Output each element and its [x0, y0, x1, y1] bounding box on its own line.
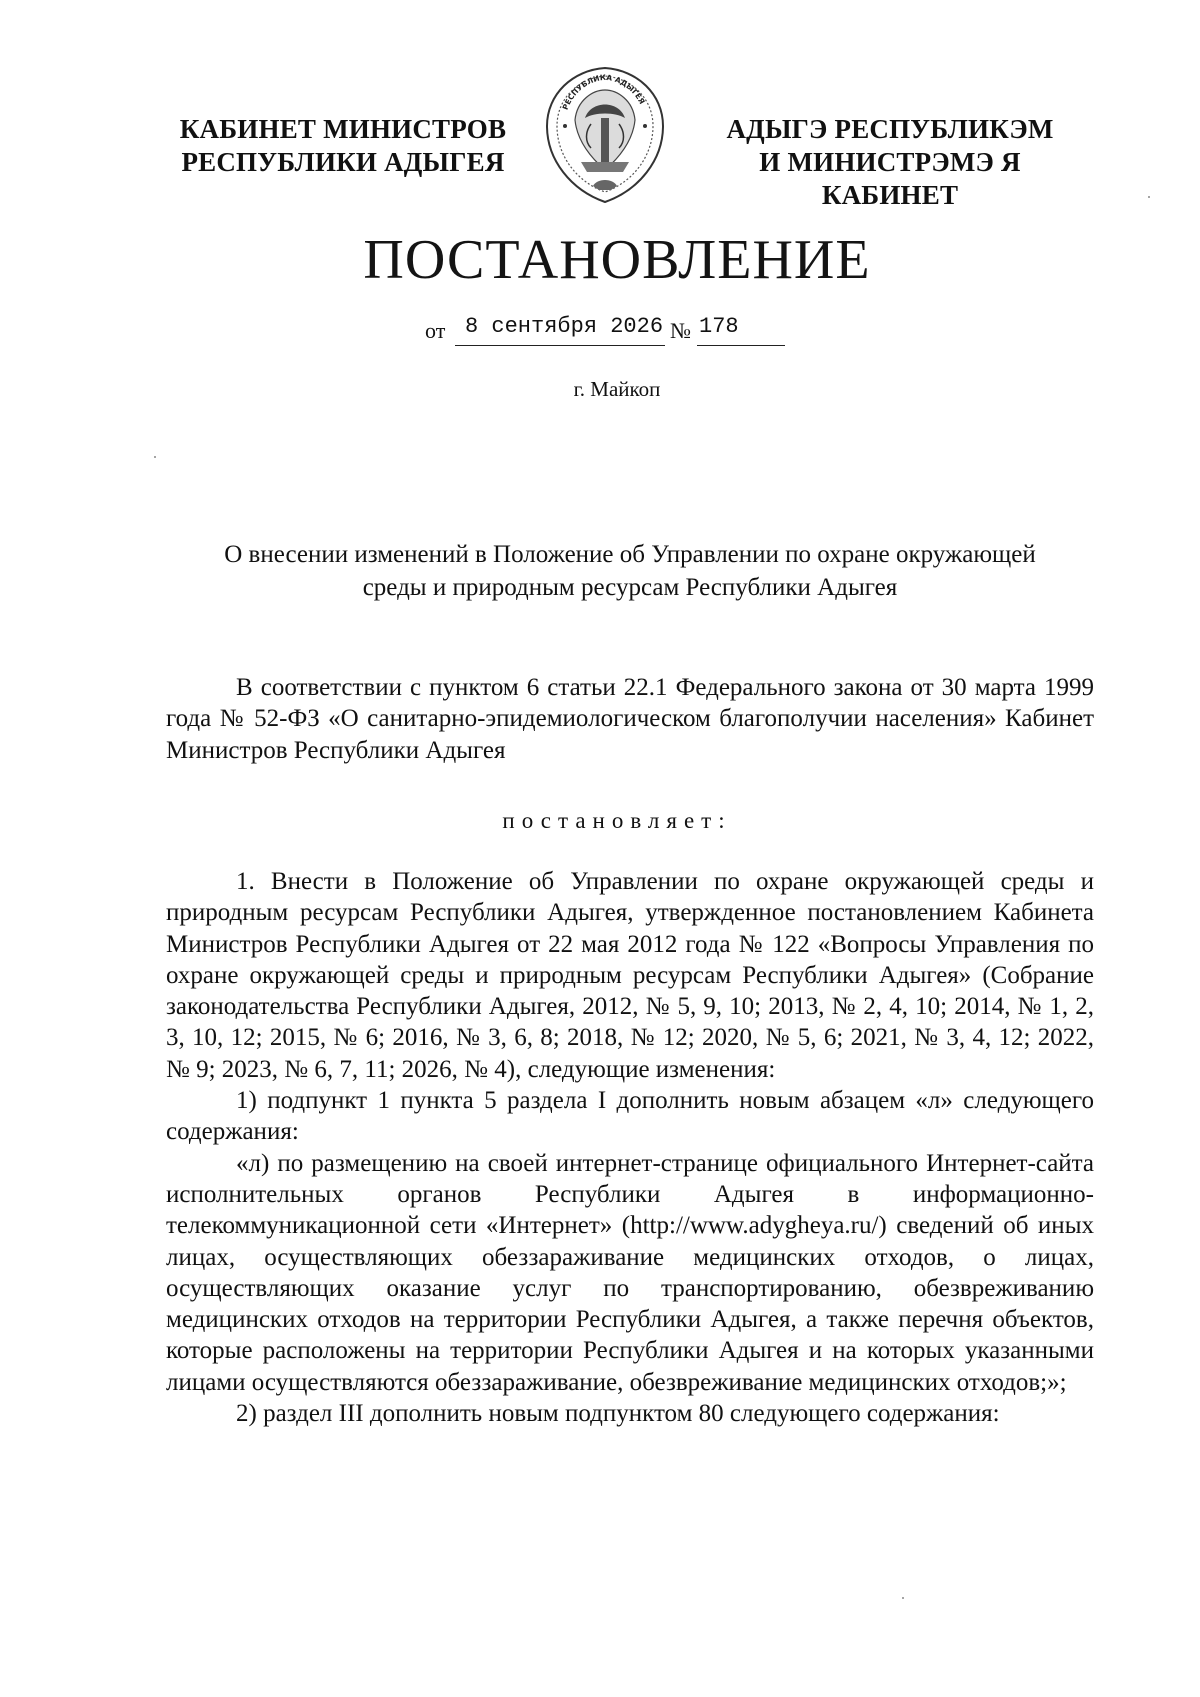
document-body	[166, 866, 1094, 1429]
scan-speck	[154, 456, 156, 458]
decree-word: постановляет:	[502, 808, 732, 833]
date-prefix: от	[425, 318, 446, 343]
paragraph-1: 1. Внести в Положение об Управлении по охране окружающей среды и природным ресурсам Республики Адыгея, утвержденное постановлением Кабинета Министров Республики Адыгея от 22 мая 2012 года № 122 «Вопросы Управления по охране окружающей среды и природным ресурсам Республики Адыгея» (Собрание законодательства Республики Адыгея, 2012, № 5, 9, 10; 2013, № 2, 4, 10; 2014, № 1, 2, 3, 10, 12; 2015, № 6; 2016, № 3, 6, 8; 2018, № 12; 2020, № 5, 6; 2021, № 3, 4, 12; 2022, № 9; 2023, № 6, 7, 11; 2026, № 4), следующие изменения:	[166, 868, 1094, 1083]
paragraph-4: 2) раздел III дополнить новым подпунктом 80 следующего содержания:	[236, 1400, 1000, 1428]
scan-speck	[1148, 196, 1150, 198]
header-right-line2: И МИНИСТРЭМЭ Я КАБИНЕТ	[759, 147, 1021, 210]
paragraph-2: 1) подпункт 1 пункта 5 раздела I дополнить новым абзацем «л» следующего содержания:	[166, 1087, 1094, 1146]
paragraph-3: «л) по размещению на своей интернет-странице официального Интернет-сайта исполнительных органов Республики Адыгея в информационно-телекоммуникационной сети «Интернет» (http://www.adygheya.ru/) сведений об иных лицах, осуществляющих обеззараживание медицинских отходов, о лицах, осуществляющих оказание услуг по транспортированию, обезвреживанию медицинских отходов на территории Республики Адыгея, а также перечня объектов, которые расположены на территории Республики Адыгея и на которых указанными лицами осуществляются обеззараживание, обезвреживание медицинских отходов;»;	[166, 1149, 1094, 1396]
date-number-line	[425, 314, 845, 348]
city: г. Майкоп	[573, 377, 661, 401]
document-title: ПОСТАНОВЛЕНИЕ	[363, 229, 871, 291]
coat-of-arms-emblem	[535, 60, 675, 210]
emblem-ring-text: РЕСПУБЛИКА АДЫГЕЯ	[560, 72, 647, 112]
header-left-line2: РЕСПУБЛИКИ АДЫГЕЯ	[181, 147, 505, 177]
header-right-block	[690, 113, 1090, 212]
scan-speck	[902, 1597, 904, 1599]
subject-line1: О внесении изменений в Положение об Управлении по охране окружающей	[224, 541, 1036, 568]
document-date: 8 сентября 2026	[465, 314, 664, 339]
header-right-line1: АДЫГЭ РЕСПУБЛИКЭМ	[726, 114, 1054, 144]
document-number: 178	[699, 314, 739, 339]
number-sign: №	[670, 318, 691, 343]
document-subject	[160, 538, 1100, 604]
header-left-block	[178, 113, 508, 179]
subject-line2: среды и природным ресурсам Республики Адыгея	[362, 574, 898, 601]
emblem-icon	[535, 60, 675, 210]
header-left-line1: КАБИНЕТ МИНИСТРОВ	[179, 114, 507, 144]
preamble	[166, 672, 1094, 766]
preamble-text: В соответствии с пунктом 6 статьи 22.1 Федерального закона от 30 марта 1999 года № 52-ФЗ «О санитарно-эпидемиологическом благополучии населения» Кабинет Министров Республики Адыгея	[166, 674, 1094, 764]
